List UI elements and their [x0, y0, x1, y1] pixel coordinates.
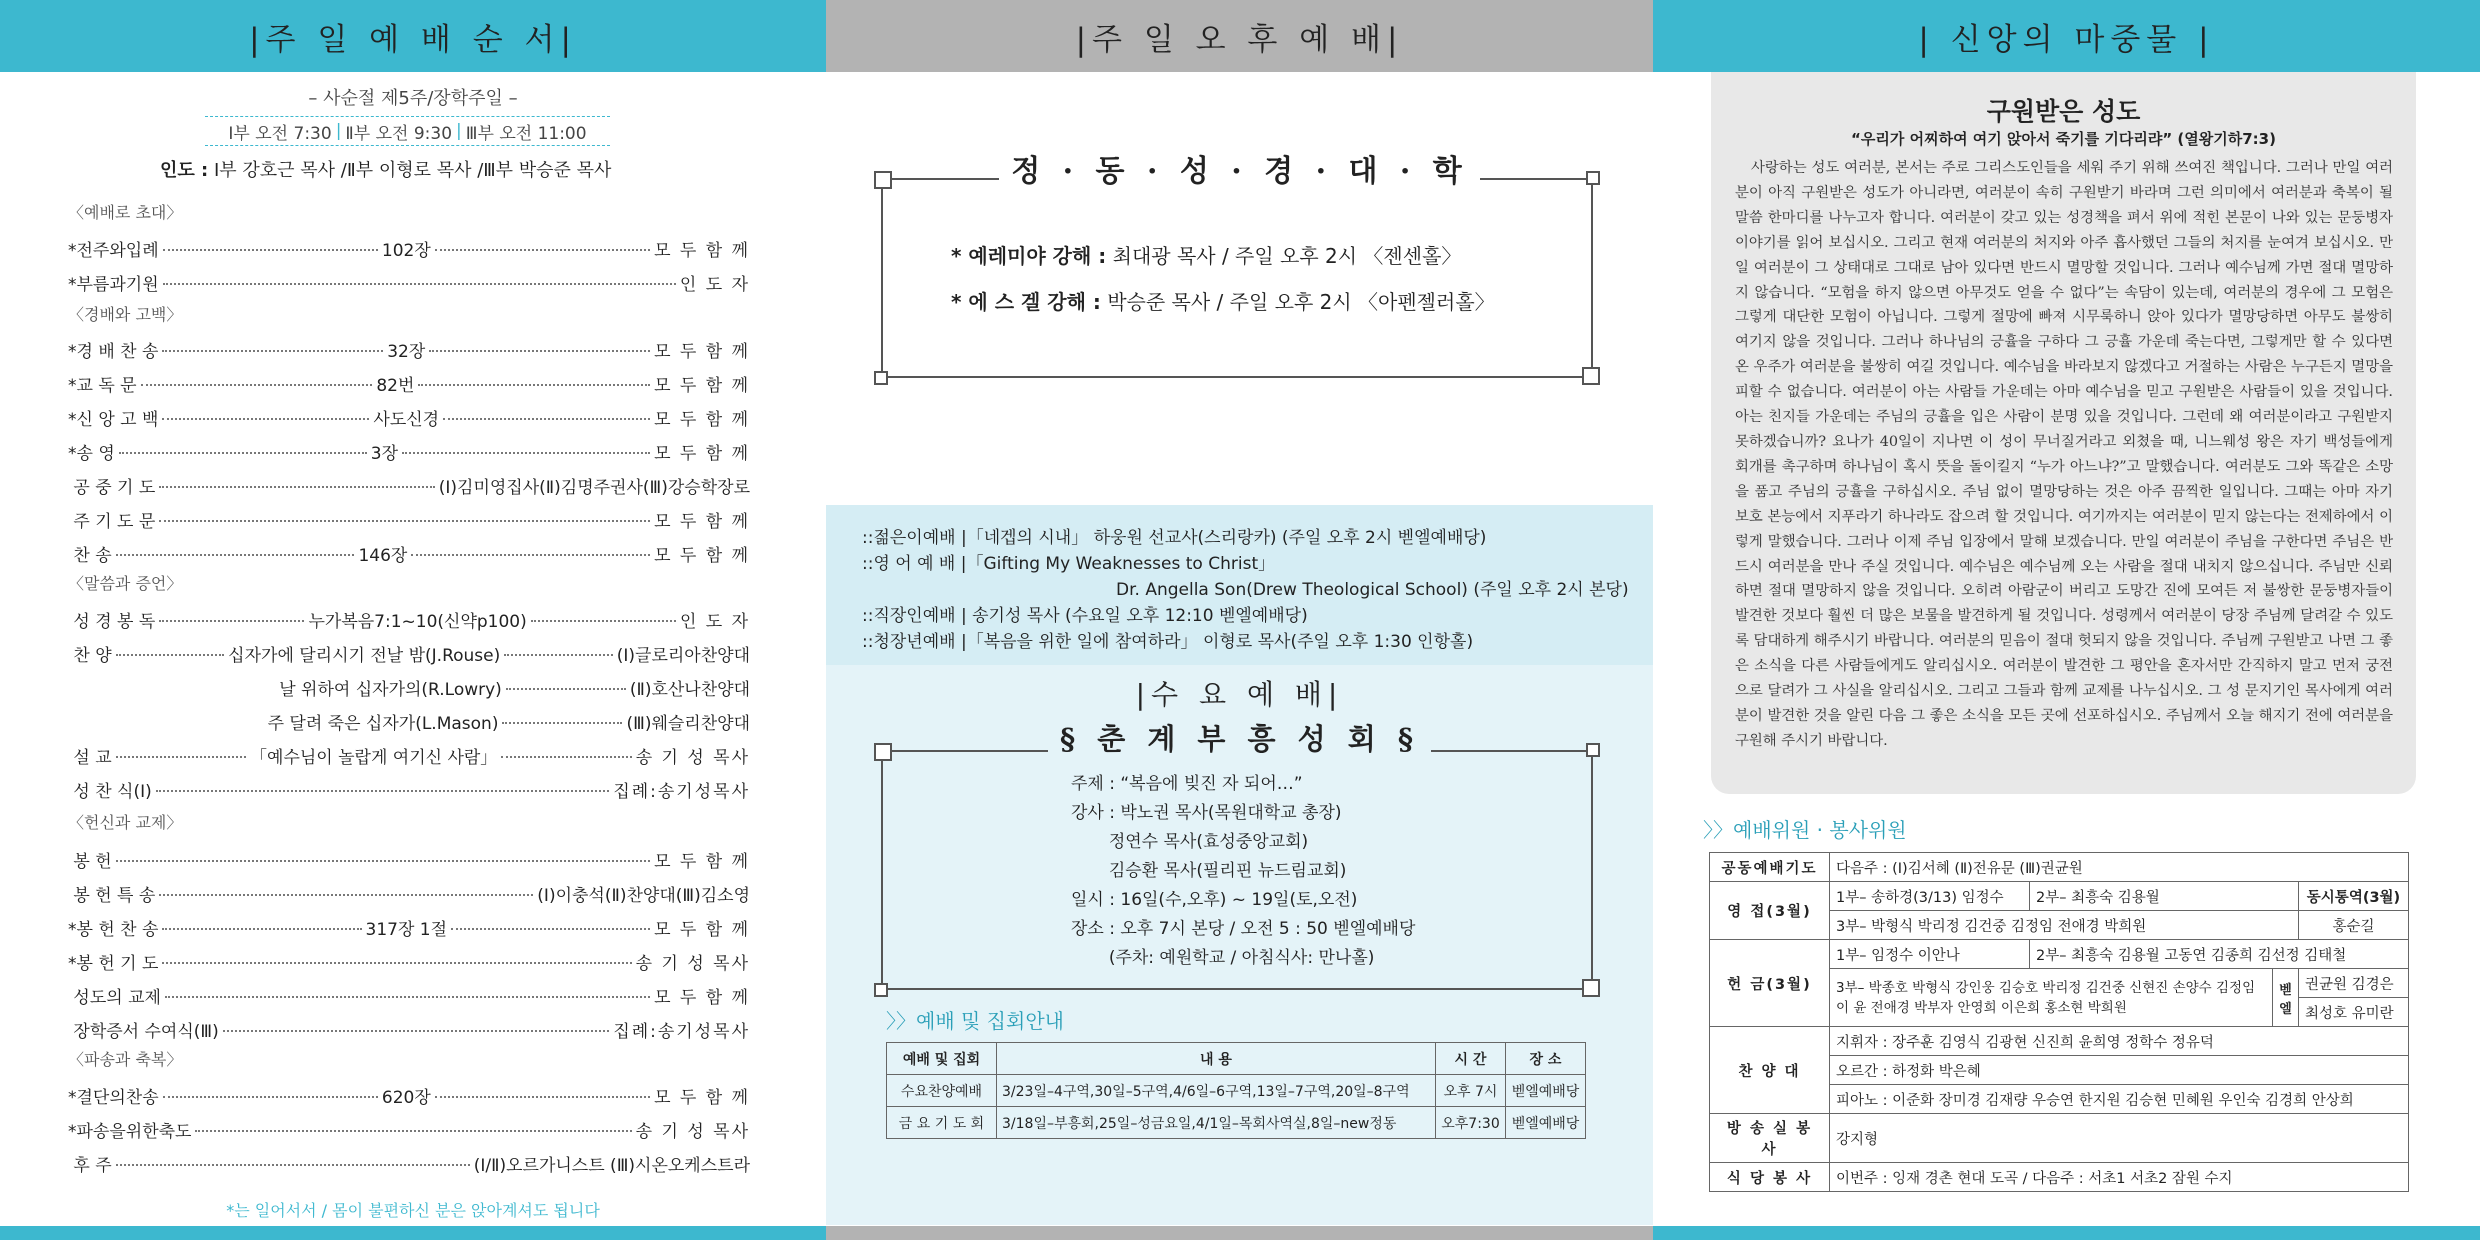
revival-line-2: 강사 : 박노권 목사(목원대학교 총장): [1071, 803, 1342, 823]
leader-dots: [195, 1130, 631, 1132]
order-content: 32장: [387, 341, 426, 362]
order-label: *송 영: [68, 443, 115, 464]
table-row: 방 송 실 봉 사 강지형: [1710, 1114, 2409, 1163]
leader-dots: [116, 654, 225, 656]
th-place: 장 소: [1506, 1043, 1586, 1075]
order-row: [68, 369, 750, 397]
leader-dots: [116, 756, 246, 758]
leader-dots: [223, 1030, 610, 1032]
leader-dots: [504, 654, 613, 656]
revival-line-1: 주제 : “복음에 빚진 자 되어…”: [1071, 774, 1303, 794]
order-person: 집례:송기성목사: [613, 781, 750, 802]
devotion-title: 구원받은 성도: [1986, 97, 2141, 126]
afternoon-worship-panel: [826, 0, 1653, 1240]
subtitle: – 사순절 제5주/장학주일 –: [308, 88, 518, 109]
band-line-2: ::영 어 예 배 |「Gifting My Weaknesses to Christ」: [862, 554, 1276, 574]
order-row: [68, 775, 750, 803]
order-label: *봉 헌 찬 송: [68, 919, 159, 940]
order-content: 82번: [376, 375, 415, 396]
wednesday-header: |수 요 예 배|: [1135, 678, 1344, 711]
leader-dots: [141, 384, 373, 386]
revival-title: § 춘 계 부 흥 성 회 §: [826, 717, 1653, 758]
panel-header: | 신앙의 마중물 |: [1653, 0, 2480, 72]
panel-header: |주 일 예 배 순 서|: [0, 0, 826, 72]
th-time: 시 간: [1436, 1043, 1506, 1075]
order-content: 3장: [370, 443, 399, 464]
order-person: 모 두 함 께: [654, 375, 751, 396]
order-label: *전주와입례: [68, 240, 159, 261]
order-row: [68, 707, 750, 735]
leader-dots: [531, 620, 676, 622]
order-person: (Ⅰ)이충석(Ⅱ)찬양대(Ⅲ)김소영: [537, 885, 750, 906]
order-content: 주 달려 죽은 십자가(L.Mason): [267, 713, 499, 734]
order-label: *결단의찬송: [68, 1087, 159, 1108]
order-row: [68, 605, 750, 633]
leader-dots: [156, 790, 610, 792]
leader-dots: [501, 756, 631, 758]
order-content: 날 위하여 십자가의(R.Lowry): [279, 679, 502, 700]
bible-college-box: [881, 178, 1593, 378]
leader-dots: [116, 860, 650, 862]
order-row: [68, 673, 750, 701]
table-row: 피아노 : 이준화 장미경 김재량 우승연 한지원 김승현 민혜원 우인숙 김경희 안상희: [1710, 1085, 2409, 1114]
section-word: 〈말씀과 증언〉: [68, 574, 183, 593]
order-person: 모 두 함 께: [654, 545, 750, 566]
order-row: [68, 335, 750, 363]
order-row: [68, 234, 750, 262]
panel-header: |주 일 오 후 예 배|: [826, 0, 1653, 72]
bottom-bar: [1653, 1226, 2480, 1240]
service-times: Ⅰ부 오전 7:30 | Ⅱ부 오전 9:30 | Ⅲ부 오전 11:00: [205, 116, 610, 146]
time-2: Ⅱ부 오전 9:30: [345, 123, 453, 144]
order-content: 102장: [381, 240, 431, 261]
leader-dots: [116, 1164, 470, 1166]
lecture-1: * 예레미야 강해 : 최대광 목사 / 주일 오후 2시 〈젠센홀〉: [951, 244, 1462, 268]
leader-dots: [429, 350, 650, 352]
leader-dots: [162, 962, 631, 964]
table-row: 찬 양 대 지휘자 : 장주훈 김영식 김광현 신진희 윤희영 정학수 정유덕: [1710, 1027, 2409, 1056]
order-label: 봉 헌: [68, 851, 112, 872]
roster-table: [1709, 852, 2409, 1192]
order-person: 모 두 함 께: [654, 341, 750, 362]
leader-dots: [506, 688, 626, 690]
leader-dots: [162, 418, 369, 420]
table-row: 식 당 봉 사 이번주 : 잉재 경촌 현대 도곡 / 다음주 : 서초1 서초2 잠원 수지: [1710, 1163, 2409, 1192]
order-row: [68, 471, 750, 499]
info-title: 〉〉예배 및 집회안내: [886, 1009, 1064, 1033]
order-label: 공 중 기 도: [68, 477, 156, 498]
leader-dots: [163, 249, 378, 251]
order-row: [68, 539, 750, 567]
order-person: 모 두 함 께: [654, 1087, 750, 1108]
order-of-worship-panel: [0, 0, 826, 1240]
order-person: (Ⅱ)호산나찬양대: [629, 679, 750, 700]
schedule-table: [886, 1042, 1586, 1139]
order-person: (Ⅰ/Ⅱ)오르가니스트 (Ⅲ)시온오케스트라: [473, 1155, 750, 1176]
order-row: [68, 947, 750, 975]
order-person: 송 기 성 목사: [635, 953, 750, 974]
leaders-text: Ⅰ부 강호근 목사 /Ⅱ부 이형로 목사 /Ⅲ부 박승준 목사: [213, 160, 612, 181]
order-label: 성도의 교제: [68, 987, 161, 1008]
order-content: 146장: [358, 545, 408, 566]
band-line-1: ::젊은이예배 |「네겝의 시내」 하웅원 선교사(스리랑카) (주일 오후 2시 벧엘예배당): [862, 528, 1487, 548]
leaders: [160, 156, 611, 182]
band-line-3: Dr. Angella Son(Drew Theological School) (주일 오후 2시 본당): [1116, 580, 1629, 600]
th-service: 예배 및 집회: [887, 1043, 997, 1075]
order-label: *교 독 문: [68, 375, 137, 396]
table-row: 오르간 : 하정화 박은혜: [1710, 1056, 2409, 1085]
leader-dots: [435, 249, 650, 251]
revival-line-6: 장소 : 오후 7시 본당 / 오전 5 : 50 벧엘예배당: [1071, 919, 1416, 939]
order-label: 성 경 봉 독: [68, 611, 156, 632]
table-row: 3부– 박종호 박형식 강인웅 김승호 박리정 김건중 신현진 손양수 김정임 이 윤 전애경 박부자 안영희 이은희 홍소현 박희원 벧엘 권균원 김경은: [1710, 969, 2409, 998]
th-content: 내 용: [997, 1043, 1436, 1075]
leader-dots: [443, 418, 650, 420]
section-praise: 〈경배와 고백〉: [68, 305, 183, 324]
order-row: [68, 437, 750, 465]
order-person: 송 기 성 목사: [635, 747, 751, 768]
bible-college-title: 정 · 동 · 성 · 경 · 대 · 학: [826, 146, 1653, 190]
order-person: 모 두 함 께: [654, 240, 750, 261]
revival-line-5: 일시 : 16일(수,오후) ~ 19일(토,오전): [1071, 890, 1358, 910]
order-row: [68, 403, 750, 431]
order-row: [68, 268, 750, 296]
order-row: [68, 981, 750, 1009]
leader-dots: [116, 554, 355, 556]
order-row: [68, 1115, 750, 1143]
order-person: 모 두 함 께: [654, 851, 750, 872]
order-label: 찬 송: [68, 545, 112, 566]
leader-dots: [119, 452, 367, 454]
order-content: 「예수님이 놀랍게 여기신 사람」: [250, 747, 498, 768]
order-label: 찬 양: [68, 645, 112, 666]
order-row: [68, 1149, 750, 1177]
order-label: *신 앙 고 백: [68, 409, 159, 430]
leader-dots: [162, 928, 361, 930]
order-person: (Ⅰ)글로리아찬양대: [616, 645, 750, 666]
order-row: [68, 1081, 750, 1109]
leader-dots: [165, 996, 650, 998]
order-content: 사도신경: [373, 409, 440, 430]
order-label: 성 찬 식(Ⅰ): [68, 781, 152, 802]
order-label: *경 배 찬 송: [68, 341, 159, 362]
order-label: 장학증서 수여식(Ⅲ): [68, 1021, 219, 1042]
order-person: (Ⅲ)웨슬리찬양대: [626, 713, 750, 734]
table-row: 공동예배기도 다음주 : (Ⅰ)김서혜 (Ⅱ)전유문 (Ⅲ)권균원: [1710, 853, 2409, 882]
leader-dots: [418, 384, 650, 386]
leader-dots: [159, 894, 533, 896]
roster-title: 〉〉예배위원 · 봉사위원: [1703, 818, 1907, 842]
order-person: 모 두 함 께: [654, 511, 750, 532]
order-label: 주 기 도 문: [68, 511, 156, 532]
order-row: [68, 879, 750, 907]
table-row: 3부– 박형식 박리정 김건중 김정임 전애경 박희원 홍순길: [1710, 911, 2409, 940]
revival-line-7: (주차: 예원학교 / 아침식사: 만나홀): [1071, 948, 1375, 968]
table-header: [887, 1043, 1586, 1075]
order-person: (Ⅰ)김미영집사(Ⅱ)김명주권사(Ⅲ)강승학장로: [438, 477, 750, 498]
order-label: *봉 헌 기 도: [68, 953, 159, 974]
order-person: 인 도 자: [679, 274, 750, 295]
order-content: 317장 1절: [365, 919, 448, 940]
order-content: 십자가에 달리시기 전날 밤(J.Rouse): [228, 645, 501, 666]
leader-dots: [502, 722, 622, 724]
order-person: 인 도 자: [679, 611, 751, 632]
wednesday-area: [826, 665, 1653, 1225]
leader-dots: [159, 620, 304, 622]
leader-dots: [402, 452, 650, 454]
section-invitation: 〈예배로 초대〉: [68, 203, 183, 222]
order-person: 모 두 함 께: [654, 443, 750, 464]
bottom-bar: [826, 1226, 1653, 1240]
section-sending: 〈파송과 축복〉: [68, 1050, 183, 1069]
order-row: [68, 505, 750, 533]
order-row: [68, 741, 750, 769]
table-row: 헌 금(3월) 1부– 임정수 이안나 2부– 최흥숙 김용월 고동연 김종희 김선정 김태철: [1710, 940, 2409, 969]
order-label: 설 교: [68, 747, 112, 768]
services-band: [826, 505, 1653, 665]
revival-line-3: 정연수 목사(효성중앙교회): [1071, 832, 1309, 852]
leader-dots: [159, 520, 650, 522]
leader-dots: [162, 350, 383, 352]
order-person: 집례:송기성목사: [613, 1021, 750, 1042]
devotion-panel: [1653, 0, 2480, 1240]
table-row: 금 요 기 도 회 3/18일–부흥회,25일–성금요일,4/1일–목회사역실,8일–new정동 오후7:30 벧엘예배당: [887, 1107, 1586, 1139]
order-content: 누가복음7:1~10(신약p100): [308, 611, 527, 632]
leader-dots: [163, 283, 676, 285]
lecture-2: * 에 스 겔 강해 : 박승준 목사 / 주일 오후 2시 〈아펜젤러홀〉: [951, 290, 1495, 314]
bottom-bar: [0, 1226, 826, 1240]
section-offering: 〈헌신과 교제〉: [68, 813, 183, 832]
order-row: [68, 913, 750, 941]
order-person: 모 두 함 께: [654, 919, 751, 940]
order-row: [68, 845, 750, 873]
leader-dots: [163, 1096, 378, 1098]
leader-dots: [159, 486, 434, 488]
band-line-4: ::직장인예배 | 송기성 목사 (수요일 오후 12:10 벧엘예배당): [862, 606, 1308, 626]
table-row: 최성호 유미란: [1710, 998, 2409, 1027]
order-label: 봉 헌 특 송: [68, 885, 156, 906]
devotion-body: 사랑하는 성도 여러분, 본서는 주로 그리스도인들을 세워 주기 위해 쓰여진 책입니다. 그러나 만일 여러분이 아직 구원받은 성도가 아니라면, 여러분이 속히 구원받기 바라며 그런 의미에서 여러분과 축복이 될 말씀 한마디를 나누고자 합니다. 여러분이 갖고 있는 성경책을 펴서 위에 적힌 본문이 나와 있는 문둥병자 이야기를 읽어 보십시오. 그리고 현재 여러분의 처지와 아주 흡사했던 그들의 처지를 눈여겨 보십시오. 만일 여러분이 그 상태대로 그대로 남아 있다면 반드시 멸망할 것입니다. 그러나 예수님께 가면 절대 멸망하지 않습니다. “모험을 하지 않으면 아무것도 얻을 수 없다”는 속담이 있는데, 여러분의 경우에 그 모험은 그렇게 대단한 모험이 아닙니다. 그렇게 절망에 빠져 시무룩하니 앉아 있다가 멸망당하면 아무도 불쌍히 여기지 않을 것입니다. 그러나 하나님의 긍휼을 구하다 그 긍휼 가운데 죽는다면, 그렇게만 할 수 있다면 온 우주가 여러분을 불쌍히 여길 것입니다. 예수님을 바라보지 않겠다고 거절하는 사람은 누구든지 멸망을 피할 수 없습니다. 여러분이 아는 사람들 가운데는 아마 예수님을 믿고 구원받은 사람들이 있을 것입니다. 아는 친지들 가운데는 주님의 긍휼을 입은 사람이 분명 있을 것입니다. 그런데 왜 여러분이라고 구원받지 못하겠습니까? 요나가 40일이 지나면 이 성이 무너질거라고 외쳤을 때, 니느웨성 왕은 자기 백성들에게 회개를 촉구하며 하나님이 혹시 뜻을 돌이킬지 “누가 아느냐?”고 말했습니다. 여러분도 그와 똑같은 소망을 품고 주님의 긍휼을 구하십시오. 주님 없이 멸망당하는 것은 아주 끔찍한 일입니다. 그때는 아마 자기 보호 본능에서 지푸라기 하나라도 잡으려 할 것입니다. 여기까지는 여러분이 믿지 않는다는 전제하에서 이렇게 말했습니다. 그러나 이제 주님 입장에서 말해 보겠습니다. 만일 여러분이 주님을 구한다면 주님은 반드시 여러분을 만나 주실 것입니다. 예수님은 예수님께 오는 사람을 절대 내치지 않으십니다. 주님만 신뢰하면 절대 멸망하지 않을 것입니다. 오히려 아람군이 버리고 도망간 진에 모여든 저 불쌍한 문둥병자들이 발견한 것보다 훨씬 더 많은 보물을 발견하게 될 것입니다. 성령께서 여러분이 당장 주님께 달려갈 수 있도록 담대하게 해주시기 바랍니다. 여러분의 믿음이 절대 헛되지 않을 것입니다. 주님께 구원받고 나면 그 좋은 소식을 다른 사람들에게도 알리십시오. 여러분이 발견한 그 평안을 혼자서만 간직하지 말고 먼저 궁전으로 달려가 그 사실을 알리십시오. 그리고 그들과 함께 교제를 나누십시오. 그 성 문지기인 목사에게 여러분이 발견한 것을 알린 다음 그 좋은 소식을 모든 곳에 선포하십시오. 주님께서 오늘 해지기 전에 여러분을 구원해 주시기 바랍니다.: [1735, 160, 2393, 749]
devotion-verse: “우리가 어찌하여 여기 앉아서 죽기를 기다리랴” (열왕기하7:3): [1851, 130, 2276, 148]
order-label: *파송을위한축도: [68, 1121, 192, 1142]
table-row: 수요찬양예배 3/23일–4구역,30일–5구역,4/6일–6구역,13일–7구역,20일–8구역 오후 7시 벧엘예배당: [887, 1075, 1586, 1107]
time-3: Ⅲ부 오전 11:00: [465, 123, 587, 144]
order-row: [68, 1015, 750, 1043]
time-1: Ⅰ부 오전 7:30: [228, 123, 332, 144]
leader-dots: [411, 554, 650, 556]
order-row: [68, 639, 750, 667]
order-person: 모 두 함 께: [654, 409, 751, 430]
leader-dots: [435, 1096, 650, 1098]
order-person: 송 기 성 목사: [635, 1121, 750, 1142]
table-row: 영 접(3월) 1부– 송하경(3/13) 임정수 2부– 최흥숙 김용월 동시통역(3월): [1710, 882, 2409, 911]
band-line-5: ::청장년예배 |「복음을 위한 일에 참여하라」 이형로 목사(주일 오후 1:30 인항홀): [862, 632, 1474, 652]
order-person: 모 두 함 께: [654, 987, 750, 1008]
leader-dots: [451, 928, 650, 930]
order-label: *부름과기원: [68, 274, 159, 295]
footnote: *는 일어서서 / 몸이 불편하신 분은 앉아계셔도 됩니다: [226, 1201, 600, 1220]
revival-line-4: 김승환 목사(필리핀 뉴드림교회): [1071, 861, 1347, 881]
leaders-label: 인도 :: [160, 160, 209, 181]
order-label: 후 주: [68, 1155, 112, 1176]
order-content: 620장: [381, 1087, 431, 1108]
